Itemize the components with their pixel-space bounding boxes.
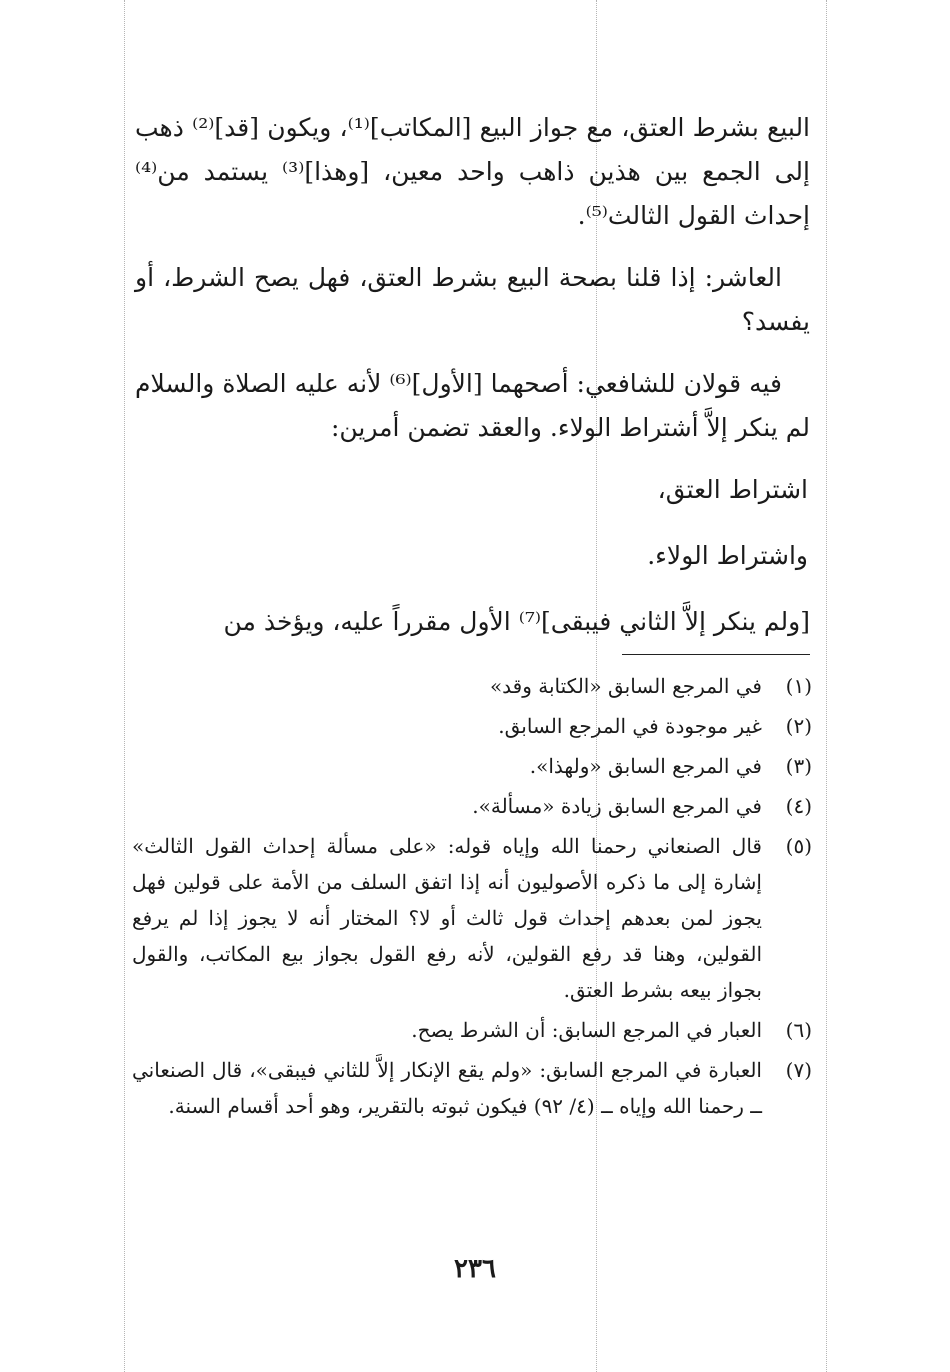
footnote-number: (٤) — [785, 794, 812, 818]
footnote — [132, 828, 812, 1008]
footnote-text: غير موجودة في المرجع السابق. — [498, 714, 762, 738]
footnote-text: قال الصنعاني رحمنا الله وإياه قوله: «على مسألة إحداث القول الثالث» إشارة إلى ما ذكره الأصوليون أنه إذا اتفق السلف من الأمة على قولين فهل يجوز لمن بعدهم إحداث قول ثالث أو لا؟ المختار أنه لا يجوز إذا لم يرفع القولين، وهنا قد رفع القولين، لأنه رفع القول بجواز بيع المكاتب، والقول بجواز بيعه بشرط العتق. — [132, 834, 762, 1002]
footnotes — [132, 668, 812, 1128]
footnote-text: في المرجع السابق زيادة «مسألة». — [472, 794, 762, 818]
paragraph: العاشر: إذا قلنا بصحة البيع بشرط العتق، فهل يصح الشرط، أو يفسد؟ — [135, 263, 810, 336]
right-margin-dotted-line — [826, 0, 827, 1372]
footnote-number: (٥) — [785, 834, 812, 858]
list-item: اشتراط العتق، — [657, 475, 808, 504]
left-margin-dotted-line — [124, 0, 125, 1372]
footnote-text: في المرجع السابق «ولهذا». — [529, 754, 762, 778]
footnote-number: (٧) — [785, 1058, 812, 1082]
footnote — [132, 708, 812, 744]
main-text — [135, 106, 810, 662]
footnote-number: (٢) — [785, 714, 812, 738]
footnote-number: (١) — [785, 674, 812, 698]
footnote — [132, 788, 812, 824]
footnote — [132, 1052, 812, 1124]
footnote-text: العبار في المرجع السابق: أن الشرط يصح. — [411, 1018, 762, 1042]
paragraph: البيع بشرط العتق، مع جواز البيع [المكاتب]⁽¹⁾، ويكون [قد]⁽²⁾ ذهب إلى الجمع بين هذين ذاهب واحد معين، [وهذا]⁽³⁾ يستمد من⁽⁴⁾ إحداث القول الثالث⁽⁵⁾. — [135, 113, 811, 230]
paragraph: [ولم ينكر إلاَّ الثاني فيبقى]⁽⁷⁾ الأول مقرراً عليه، ويؤخذ من — [223, 607, 810, 636]
paragraph: فيه قولان للشافعي: أصحهما [الأول]⁽⁶⁾ لأنه عليه الصلاة والسلام لم ينكر إلاَّ أشتراط الولاء. والعقد تضمن أمرين: — [135, 369, 810, 442]
list-item: واشتراط الولاء. — [647, 541, 808, 570]
footnote — [132, 1012, 812, 1048]
footnote-number: (٣) — [785, 754, 812, 778]
footnote — [132, 748, 812, 784]
footnote-number: (٦) — [785, 1018, 812, 1042]
footnote-text: العبارة في المرجع السابق: «ولم يقع الإنكار إلاَّ للثاني فيبقى»، قال الصنعاني ــ رحمنا الله وإياه ــ (٤/ ٩٢) فيكون ثبوته بالتقرير، وهو أحد أقسام السنة. — [132, 1058, 762, 1118]
footnote-text: في المرجع السابق «الكتابة وقد» — [489, 674, 762, 698]
footnote — [132, 668, 812, 704]
page-number: ٢٣٦ — [454, 1254, 496, 1284]
footnote-separator — [622, 654, 810, 655]
